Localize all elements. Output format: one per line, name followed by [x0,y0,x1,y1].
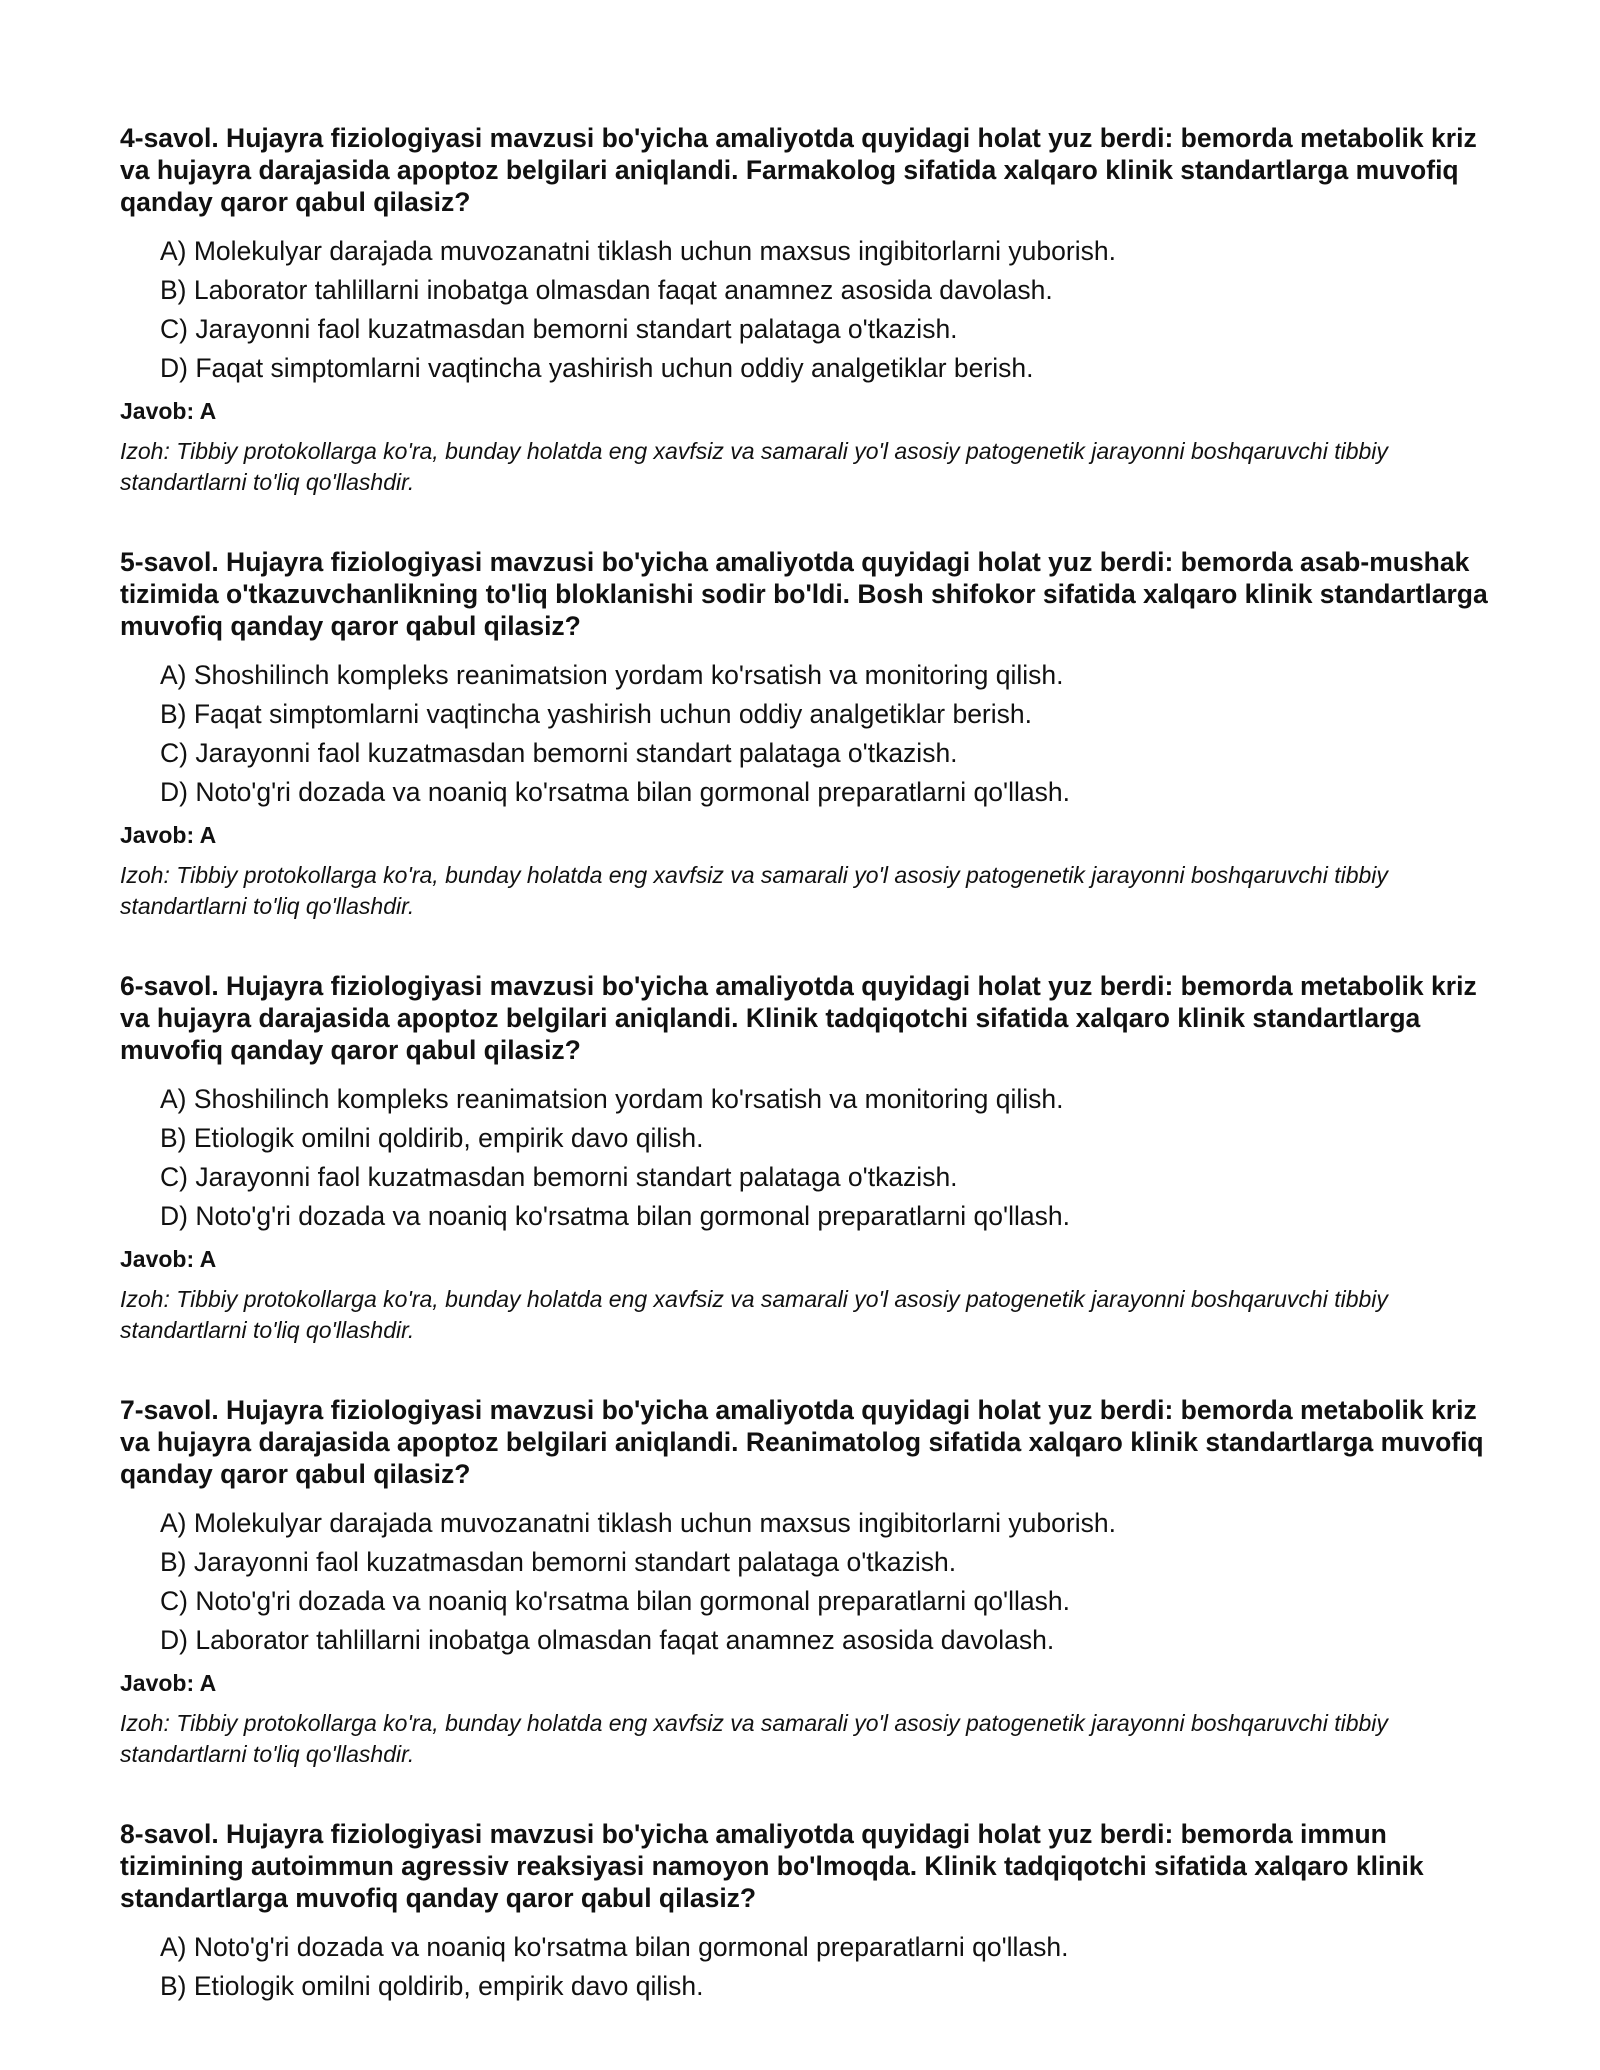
answer-label: Javob: A [120,398,217,424]
option-b: B) Jarayonni faol kuzatmasdan bemorni standart palataga o'tkazish. [160,1547,957,1577]
option-c: C) Noto'g'ri dozada va noaniq ko'rsatma bilan gormonal preparatlarni qo'llash. [160,1586,1070,1616]
answer-label: Javob: A [120,1670,217,1696]
question-text: 7-savol. Hujayra fiziologiyasi mavzusi bo'yicha amaliyotda quyidagi holat yuz berdi: bemorda metabolik kriz va hujayra darajasida apoptoz belgilari aniqlandi. Reanimatolog sifatida xalqaro klinik standartlarga muvofiq qanday qaror qabul qilasiz? [120,1395,1484,1489]
options-list [120,232,1500,388]
option-d: D) Faqat simptomlarni vaqtincha yashirish uchun oddiy analgetiklar berish. [160,353,1034,383]
option-b: B) Faqat simptomlarni vaqtincha yashirish uchun oddiy analgetiklar berish. [160,699,1032,729]
options-list [120,1080,1500,1236]
option-c: C) Jarayonni faol kuzatmasdan bemorni standart palataga o'tkazish. [160,1162,958,1192]
document-page [120,122,1500,2054]
options-list [120,656,1500,812]
option-b: B) Etiologik omilni qoldirib, empirik davo qilish. [160,1971,704,2001]
question-block-5 [120,546,1500,922]
question-text: 4-savol. Hujayra fiziologiyasi mavzusi bo'yicha amaliyotda quyidagi holat yuz berdi: bemorda metabolik kriz va hujayra darajasida apoptoz belgilari aniqlandi. Farmakolog sifatida xalqaro klinik standartlarga muvofiq qanday qaror qabul qilasiz? [120,123,1477,217]
options-list [120,1504,1500,1660]
explanation-note: Izoh: Tibbiy protokollarga ko'ra, bunday holatda eng xavfsiz va samarali yo'l asosiy patogenetik jarayonni boshqaruvchi tibbiy standartlarni to'liq qo'llashdir. [120,1710,1388,1767]
option-d: D) Laborator tahlillarni inobatga olmasdan faqat anamnez asosida davolash. [160,1625,1055,1655]
option-b: B) Laborator tahlillarni inobatga olmasdan faqat anamnez asosida davolash. [160,275,1053,305]
question-block-6 [120,970,1500,1346]
question-text: 8-savol. Hujayra fiziologiyasi mavzusi bo'yicha amaliyotda quyidagi holat yuz berdi: bemorda immun tizimining autoimmun agressiv reaksiyasi namoyon bo'lmoqda. Klinik tadqiqotchi sifatida xalqaro klinik standartlarga muvofiq qanday qaror qabul qilasiz? [120,1819,1424,1913]
question-block-7 [120,1394,1500,1770]
question-block-8 [120,1818,1500,2006]
option-a: A) Molekulyar darajada muvozanatni tiklash uchun maxsus ingibitorlarni yuborish. [160,236,1116,266]
answer-label: Javob: A [120,1246,217,1272]
option-b: B) Etiologik omilni qoldirib, empirik davo qilish. [160,1123,704,1153]
question-text: 5-savol. Hujayra fiziologiyasi mavzusi bo'yicha amaliyotda quyidagi holat yuz berdi: bemorda asab-mushak tizimida o'tkazuvchanlikning to'liq bloklanishi sodir bo'ldi. Bosh shifokor sifatida xalqaro klinik standartlarga muvofiq qanday qaror qabul qilasiz? [120,547,1488,641]
question-block-4 [120,122,1500,498]
option-d: D) Noto'g'ri dozada va noaniq ko'rsatma bilan gormonal preparatlarni qo'llash. [160,1201,1070,1231]
option-a: A) Molekulyar darajada muvozanatni tiklash uchun maxsus ingibitorlarni yuborish. [160,1508,1116,1538]
option-c: C) Jarayonni faol kuzatmasdan bemorni standart palataga o'tkazish. [160,738,958,768]
explanation-note: Izoh: Tibbiy protokollarga ko'ra, bunday holatda eng xavfsiz va samarali yo'l asosiy patogenetik jarayonni boshqaruvchi tibbiy standartlarni to'liq qo'llashdir. [120,862,1388,919]
option-c: C) Jarayonni faol kuzatmasdan bemorni standart palataga o'tkazish. [160,314,958,344]
explanation-note: Izoh: Tibbiy protokollarga ko'ra, bunday holatda eng xavfsiz va samarali yo'l asosiy patogenetik jarayonni boshqaruvchi tibbiy standartlarni to'liq qo'llashdir. [120,1286,1388,1343]
option-a: A) Shoshilinch kompleks reanimatsion yordam ko'rsatish va monitoring qilish. [160,1084,1064,1114]
question-text: 6-savol. Hujayra fiziologiyasi mavzusi bo'yicha amaliyotda quyidagi holat yuz berdi: bemorda metabolik kriz va hujayra darajasida apoptoz belgilari aniqlandi. Klinik tadqiqotchi sifatida xalqaro klinik standartlarga muvofiq qanday qaror qabul qilasiz? [120,971,1477,1065]
option-d: D) Noto'g'ri dozada va noaniq ko'rsatma bilan gormonal preparatlarni qo'llash. [160,777,1070,807]
option-a: A) Noto'g'ri dozada va noaniq ko'rsatma bilan gormonal preparatlarni qo'llash. [160,1932,1069,1962]
options-list [120,1928,1500,2006]
option-a: A) Shoshilinch kompleks reanimatsion yordam ko'rsatish va monitoring qilish. [160,660,1064,690]
explanation-note: Izoh: Tibbiy protokollarga ko'ra, bunday holatda eng xavfsiz va samarali yo'l asosiy patogenetik jarayonni boshqaruvchi tibbiy standartlarni to'liq qo'llashdir. [120,438,1388,495]
answer-label: Javob: A [120,822,217,848]
